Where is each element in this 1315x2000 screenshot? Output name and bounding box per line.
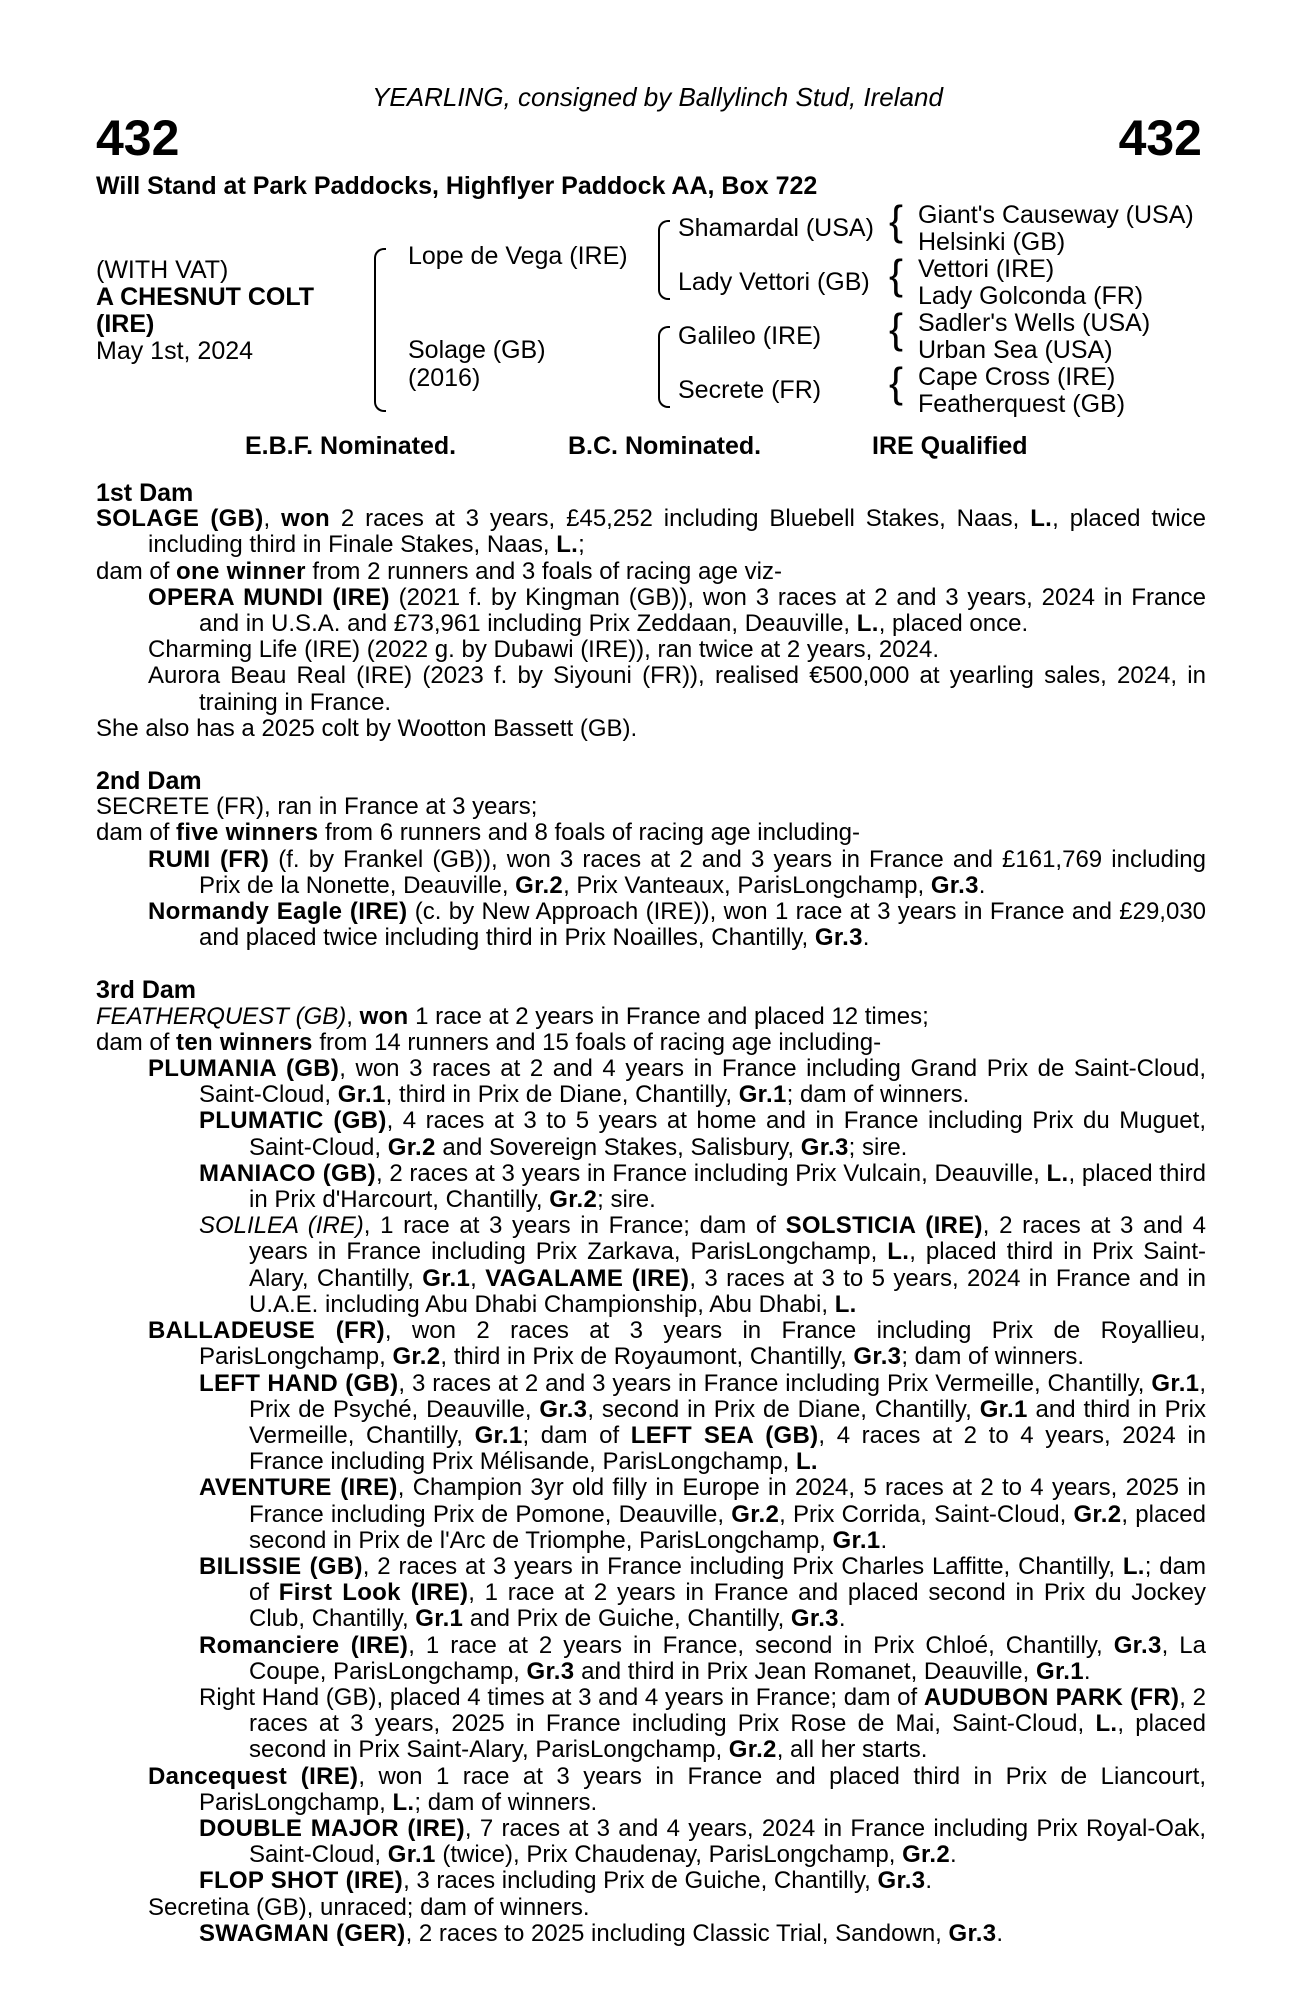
lot-number-left: 432 [96, 110, 180, 166]
produce-solilea: SOLILEA (IRE), 1 race at 3 years in France; dam of SOLSTICIA (IRE), 2 races at 3 and 4 years in France including Prix Zarkava, ParisLongchamp, L., placed third in Prix Saint-Alary, Chantilly, Gr.1, VAGALAME (IRE), 3 races at 3 to 5 years, 2024 in France and in U.A.E. including Abu Dhabi Championship, Abu Dhabi, L. [199, 1212, 1207, 1318]
pedigree-sire-sire: Shamardal (USA) [678, 214, 874, 242]
dam-grand-brace [658, 326, 670, 408]
produce-plumatic: PLUMATIC (GB), 4 races at 3 to 5 years at home and in France including Prix du Muguet, Saint-Cloud, Gr.2 and Sovereign Stakes, Salisbury, Gr.3; sire. [199, 1107, 1206, 1161]
pedigree-sd-sire: Vettori (IRE) [918, 255, 1055, 283]
first-dam-record: SOLAGE (GB), won 2 races at 3 years, £45,252 including Bluebell Stakes, Naas, L., placed twice including third in Finale Stakes, Naas, L.; [96, 505, 1207, 559]
pedigree-ds-sire: Sadler's Wells (USA) [918, 309, 1151, 337]
produce-romanciere: Romanciere (IRE), 1 race at 2 years in France, second in Prix Chloé, Chantilly, Gr.3, La Coupe, ParisLongchamp, Gr.3 and third in Prix Jean Romanet, Deauville, Gr.1. [199, 1631, 1206, 1685]
pedigree-sd-dam: Lady Golconda (FR) [918, 282, 1144, 310]
brace-ss: { [889, 197, 904, 244]
sire-dam-brace [374, 248, 386, 412]
vat-note: (WITH VAT) [96, 256, 229, 284]
stand-location: Will Stand at Park Paddocks, Highflyer Paddock AA, Box 722 [96, 172, 818, 200]
produce-flop-shot: FLOP SHOT (IRE), 3 races including Prix de Guiche, Chantilly, Gr.3. [199, 1867, 933, 1895]
first-dam-heading: 1st Dam [96, 479, 194, 507]
foaling-date: May 1st, 2024 [96, 337, 254, 365]
pedigree-dam-sire: Galileo (IRE) [678, 322, 822, 350]
pedigree-sire: Lope de Vega (IRE) [408, 242, 628, 270]
third-dam-produce-summary: dam of ten winners from 14 runners and 15 foals of racing age including- [96, 1028, 882, 1056]
produce-charming-life: Charming Life (IRE) (2022 g. by Dubawi (IRE)), ran twice at 2 years, 2024. [148, 636, 939, 664]
produce-double-major: DOUBLE MAJOR (IRE), 7 races at 3 and 4 years, 2024 in France including Prix Royal-Oak, Saint-Cloud, Gr.1 (twice), Prix Chaudenay, ParisLongchamp, Gr.2. [199, 1814, 1206, 1869]
second-dam-heading: 2nd Dam [96, 767, 202, 796]
pedigree-ds-dam: Urban Sea (USA) [918, 336, 1113, 364]
pedigree-dam-year: (2016) [408, 364, 481, 392]
produce-right-hand: Right Hand (GB), placed 4 times at 3 and 4 years in France; dam of AUDUBON PARK (FR), 2 races at 3 years, 2025 in France including Prix Rose de Mai, Saint-Cloud, L., placed second in Prix Saint-Alary, ParisLongchamp, Gr.2, all her starts. [199, 1683, 1207, 1764]
catalogue-header: YEARLING, consigned by Ballylinch Stud, Ireland [372, 82, 943, 112]
pedigree-ss-sire: Giant's Causeway (USA) [918, 201, 1194, 229]
produce-aurora-beau-real: Aurora Beau Real (IRE) (2023 f. by Siyouni (FR)), realised €500,000 at yearling sales, 2024, in training in France. [148, 662, 1206, 716]
produce-left-hand: LEFT HAND (GB), 3 races at 2 and 3 years in France including Prix Vermeille, Chantilly, Gr.1, Prix de Psyché, Deauville, Gr.3, second in Prix de Diane, Chantilly, Gr.1 and third in Prix Vermeille, Chantilly, Gr.1; dam of LEFT SEA (GB), 4 races at 2 to 4 years, 2024 in France including Prix Mélisande, ParisLongchamp, L. [199, 1369, 1206, 1476]
third-dam-heading: 3rd Dam [96, 976, 197, 1005]
produce-opera-mundi: OPERA MUNDI (IRE) (2021 f. by Kingman (GB)), won 3 races at 2 and 3 years, 2024 in France and in U.S.A. and £73,961 including Prix Zeddaan, Deauville, L., placed once. [148, 583, 1206, 638]
brace-dd: { [889, 359, 904, 406]
produce-swagman: SWAGMAN (GER), 2 races to 2025 including Classic Trial, Sandown, Gr.3. [199, 1919, 1004, 1947]
produce-maniaco: MANIACO (GB), 2 races at 3 years in France including Prix Vulcain, Deauville, L., placed third in Prix d'Harcourt, Chantilly, Gr.2; sire. [199, 1159, 1206, 1214]
pedigree-ss-dam: Helsinki (GB) [918, 228, 1066, 256]
horse-name-line1: A CHESNUT COLT [96, 283, 315, 311]
first-dam-produce-summary: dam of one winner from 2 runners and 3 foals of racing age viz- [96, 557, 782, 585]
produce-dancequest: Dancequest (IRE), won 1 race at 3 years in France and placed third in Prix de Liancourt, ParisLongchamp, L.; dam of winners. [148, 1762, 1206, 1816]
pedigree-dd-dam: Featherquest (GB) [918, 390, 1126, 418]
second-dam-record: SECRETE (FR), ran in France at 3 years; [96, 793, 538, 821]
lot-number-right: 432 [1118, 110, 1202, 166]
horse-name-line2: (IRE) [96, 310, 155, 338]
brace-ds: { [889, 305, 904, 352]
produce-plumania: PLUMANIA (GB), won 3 races at 2 and 4 years in France including Grand Prix de Saint-Cloud, Saint-Cloud, Gr.1, third in Prix de Diane, Chantilly, Gr.1; dam of winners. [148, 1055, 1206, 1109]
sire-grand-brace [658, 220, 670, 300]
dam-produce-record [96, 480, 1206, 1947]
produce-balladeuse: BALLADEUSE (FR), won 2 races at 3 years in France including Prix de Royallieu, ParisLongchamp, Gr.2, third in Prix de Royaumont, Chantilly, Gr.3; dam of winners. [148, 1317, 1206, 1371]
ebf-nomination: E.B.F. Nominated. [245, 432, 457, 460]
first-dam-name: SOLAGE (GB) [96, 505, 264, 533]
produce-normandy-eagle: Normandy Eagle (IRE) (c. by New Approach (IRE)), won 1 race at 3 years in France and £29,030 and placed twice including third in Prix Noailles, Chantilly, Gr.3. [148, 898, 1207, 952]
produce-aventure: AVENTURE (IRE), Champion 3yr old filly in Europe in 2024, 5 races at 2 to 4 years, 2025 in France including Prix de Pomone, Deauville, Gr.2, Prix Corrida, Saint-Cloud, Gr.2, placed second in Prix de l'Arc de Triomphe, ParisLongchamp, Gr.1. [199, 1474, 1206, 1554]
second-dam-produce-summary: dam of five winners from 6 runners and 8 foals of racing age including- [96, 819, 861, 847]
pedigree-dd-sire: Cape Cross (IRE) [918, 363, 1116, 391]
ire-qualified: IRE Qualified [872, 432, 1028, 460]
produce-bilissie: BILISSIE (GB), 2 races at 3 years in France including Prix Charles Laffitte, Chantilly, L.; dam of First Look (IRE), 1 race at 2 years in France and placed second in Prix du Jockey Club, Chantilly, Gr.1 and Prix de Guiche, Chantilly, Gr.3. [199, 1552, 1206, 1633]
produce-secretina: Secretina (GB), unraced; dam of winners. [148, 1893, 590, 1921]
third-dam-record: FEATHERQUEST (GB), won 1 race at 2 years in France and placed 12 times; [96, 1002, 929, 1030]
pedigree-dam-dam: Secrete (FR) [678, 376, 822, 404]
bc-nomination: B.C. Nominated. [568, 432, 762, 460]
pedigree-sire-dam: Lady Vettori (GB) [678, 268, 870, 296]
pedigree-dam: Solage (GB) [408, 336, 546, 364]
produce-rumi: RUMI (FR) (f. by Frankel (GB)), won 3 races at 2 and 3 years in France and £161,769 including Prix de la Nonette, Deauville, Gr.2, Prix Vanteaux, ParisLongchamp, Gr.3. [148, 845, 1206, 899]
first-dam-also: She also has a 2025 colt by Wootton Bassett (GB). [96, 714, 638, 742]
brace-sd: { [889, 251, 904, 298]
